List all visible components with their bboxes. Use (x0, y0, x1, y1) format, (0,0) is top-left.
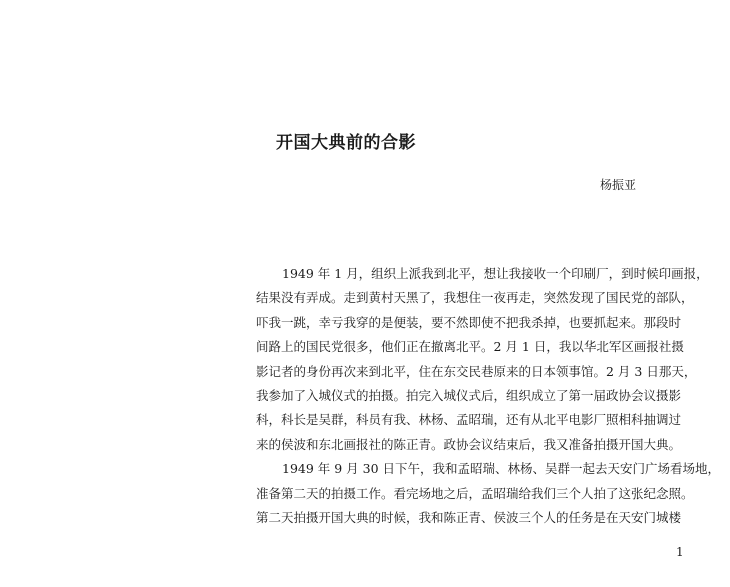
text-line: 来的侯波和东北画报社的陈正青。政协会议结束后，我又准备拍摄开国大典。 (256, 436, 682, 452)
text-line: 间路上的国民党很多，他们正在撤离北平。2 月 1 日，我以华北军区画报社摄 (256, 339, 684, 355)
page-number: 1 (676, 545, 684, 559)
text-line: 第二天拍摄开国大典的时候，我和陈正青、侯波三个人的任务是在天安门城楼 (256, 509, 682, 525)
page-title: 开国大典前的合影 (276, 133, 416, 153)
text-line: 结果没有弄成。走到黄村天黑了，我想住一夜再走，突然发现了国民党的部队， (256, 290, 694, 306)
text-line: 1949 年 9 月 30 日下午，我和孟昭瑞、林杨、吴群一起去天安门广场看场地， (282, 461, 721, 477)
text-line: 准备第二天的拍摄工作。看完场地之后，孟昭瑞给我们三个人拍了这张纪念照。 (256, 485, 694, 501)
text-line: 影记者的身份再次来到北平，住在东交民巷原来的日本领事馆。2 月 3 日那天， (256, 363, 697, 379)
text-line: 科，科长是吴群，科员有我、林杨、孟昭瑞，还有从北平电影厂照相科抽调过 (256, 412, 682, 428)
author-name: 杨振亚 (600, 178, 637, 192)
text-line: 我参加了入城仪式的拍摄。拍完入城仪式后，组织成立了第一届政协会议摄影 (256, 387, 682, 403)
text-line: 吓我一跳，幸亏我穿的是便装，要不然即使不把我杀掉，也要抓起来。那段时 (256, 314, 682, 330)
text-line: 1949 年 1 月，组织上派我到北平，想让我接收一个印刷厂，到时候印画报， (282, 266, 709, 281)
body-text (256, 262, 721, 530)
